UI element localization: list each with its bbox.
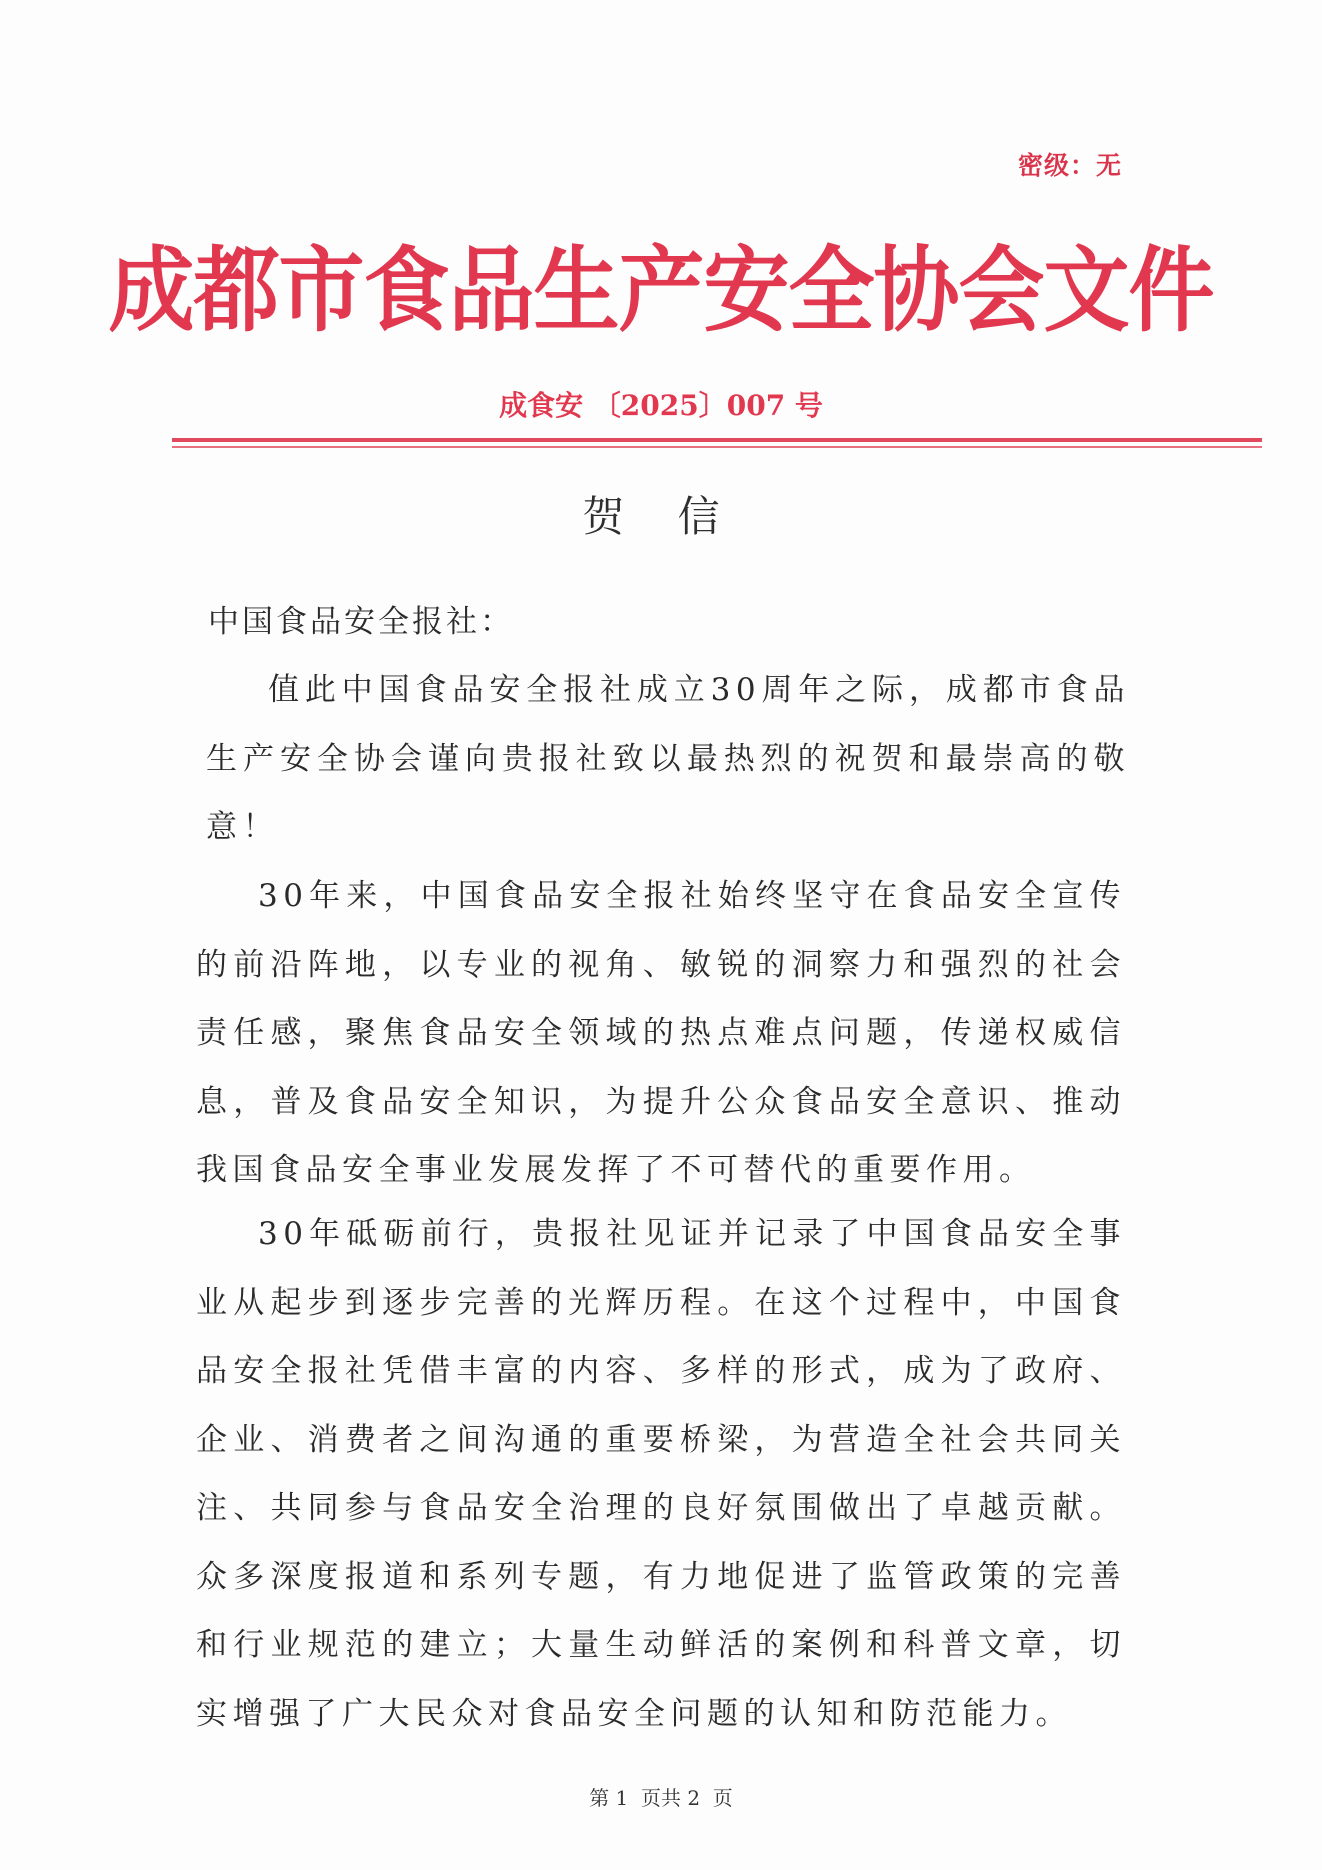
letter-paragraph: 值此中国食品安全报社成立30周年之际，成都市食品生产安全协会谨向贵报社致以最热烈的祝贺和最崇高的敬意！ [206, 672, 1130, 845]
document-number: 成食安 〔2025〕007 号 [499, 389, 823, 422]
header-divider-thick [172, 438, 1262, 442]
page-number-footer: 第 1 页共 2 页 [589, 1786, 733, 1810]
document-header-title: 成都市食品生产安全协会文件 [108, 237, 1214, 345]
header-divider-thin [172, 446, 1262, 448]
letter-title: 贺 信 [582, 492, 740, 541]
classification-label: 密级：无 [1017, 151, 1122, 180]
letter-paragraph: 30年砥砺前行，贵报社见证并记录了中国食品安全事业从起步到逐步完善的光辉历程。在这个过程中，中国食品安全报社凭借丰富的内容、多样的形式，成为了政府、企业、消费者之间沟通的重要桥梁，为营造全社会共同关注、共同参与食品安全治理的良好氛围做出了卓越贡献。众多深度报道和系列专题，有力地促进了监管政策的完善和行业规范的建立；大量生动鲜活的案例和科普文章，切实增强了广大民众对食品安全问题的认知和防范能力。 [196, 1216, 1126, 1732]
letter-salutation: 中国食品安全报社： [208, 604, 514, 640]
letter-paragraph: 30年来，中国食品安全报社始终坚守在食品安全宣传的前沿阵地，以专业的视角、敏锐的洞察力和强烈的社会责任感，聚焦食品安全领域的热点难点问题，传递权威信息，普及食品安全知识，为提升公众食品安全意识、推动我国食品安全事业发展发挥了不可替代的重要作用。 [196, 878, 1126, 1188]
